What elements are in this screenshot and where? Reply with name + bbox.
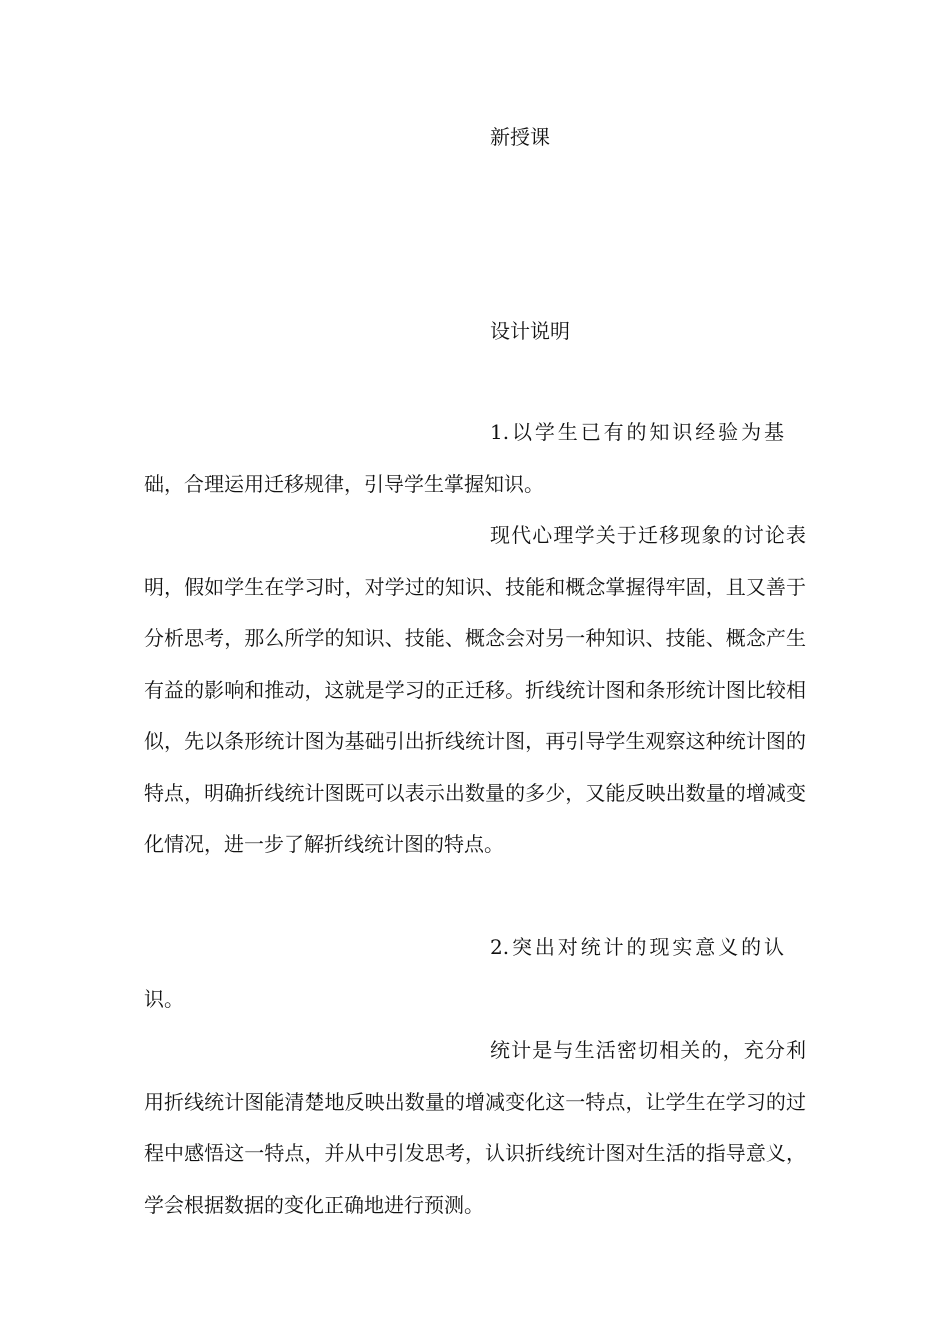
lesson-type-heading: 新授课 <box>490 125 550 149</box>
paragraph-statistics-meaning: 统计是与生活密切相关的，充分利用折线统计图能清楚地反映出数量的增减变化这一特点，让学生在学习的过程中感悟这一特点，并从中引发思考，认识折线统计图对生活的指导意义，学会根据数据的变化正确地进行预测。 <box>144 1038 806 1217</box>
paragraph-point-1: 1.以学生已有的知识经验为基础，合理运用迁移规律，引导学生掌握知识。 <box>144 420 784 496</box>
paragraph-transfer-explanation: 现代心理学关于迁移现象的讨论表明，假如学生在学习时，对学过的知识、技能和概念掌握得牢固，且又善于分析思考，那么所学的知识、技能、概念会对另一种知识、技能、概念产生有益的影响和推动，这就是学习的正迁移。折线统计图和条形统计图比较相似，先以条形统计图为基础引出折线统计图，再引导学生观察这种统计图的特点，明确折线统计图既可以表示出数量的多少，又能反映出数量的增减变化情况，进一步了解折线统计图的特点。 <box>144 523 806 856</box>
paragraph-point-2: 2.突出对统计的现实意义的认识。 <box>144 935 784 1011</box>
design-notes-heading: 设计说明 <box>490 319 570 343</box>
